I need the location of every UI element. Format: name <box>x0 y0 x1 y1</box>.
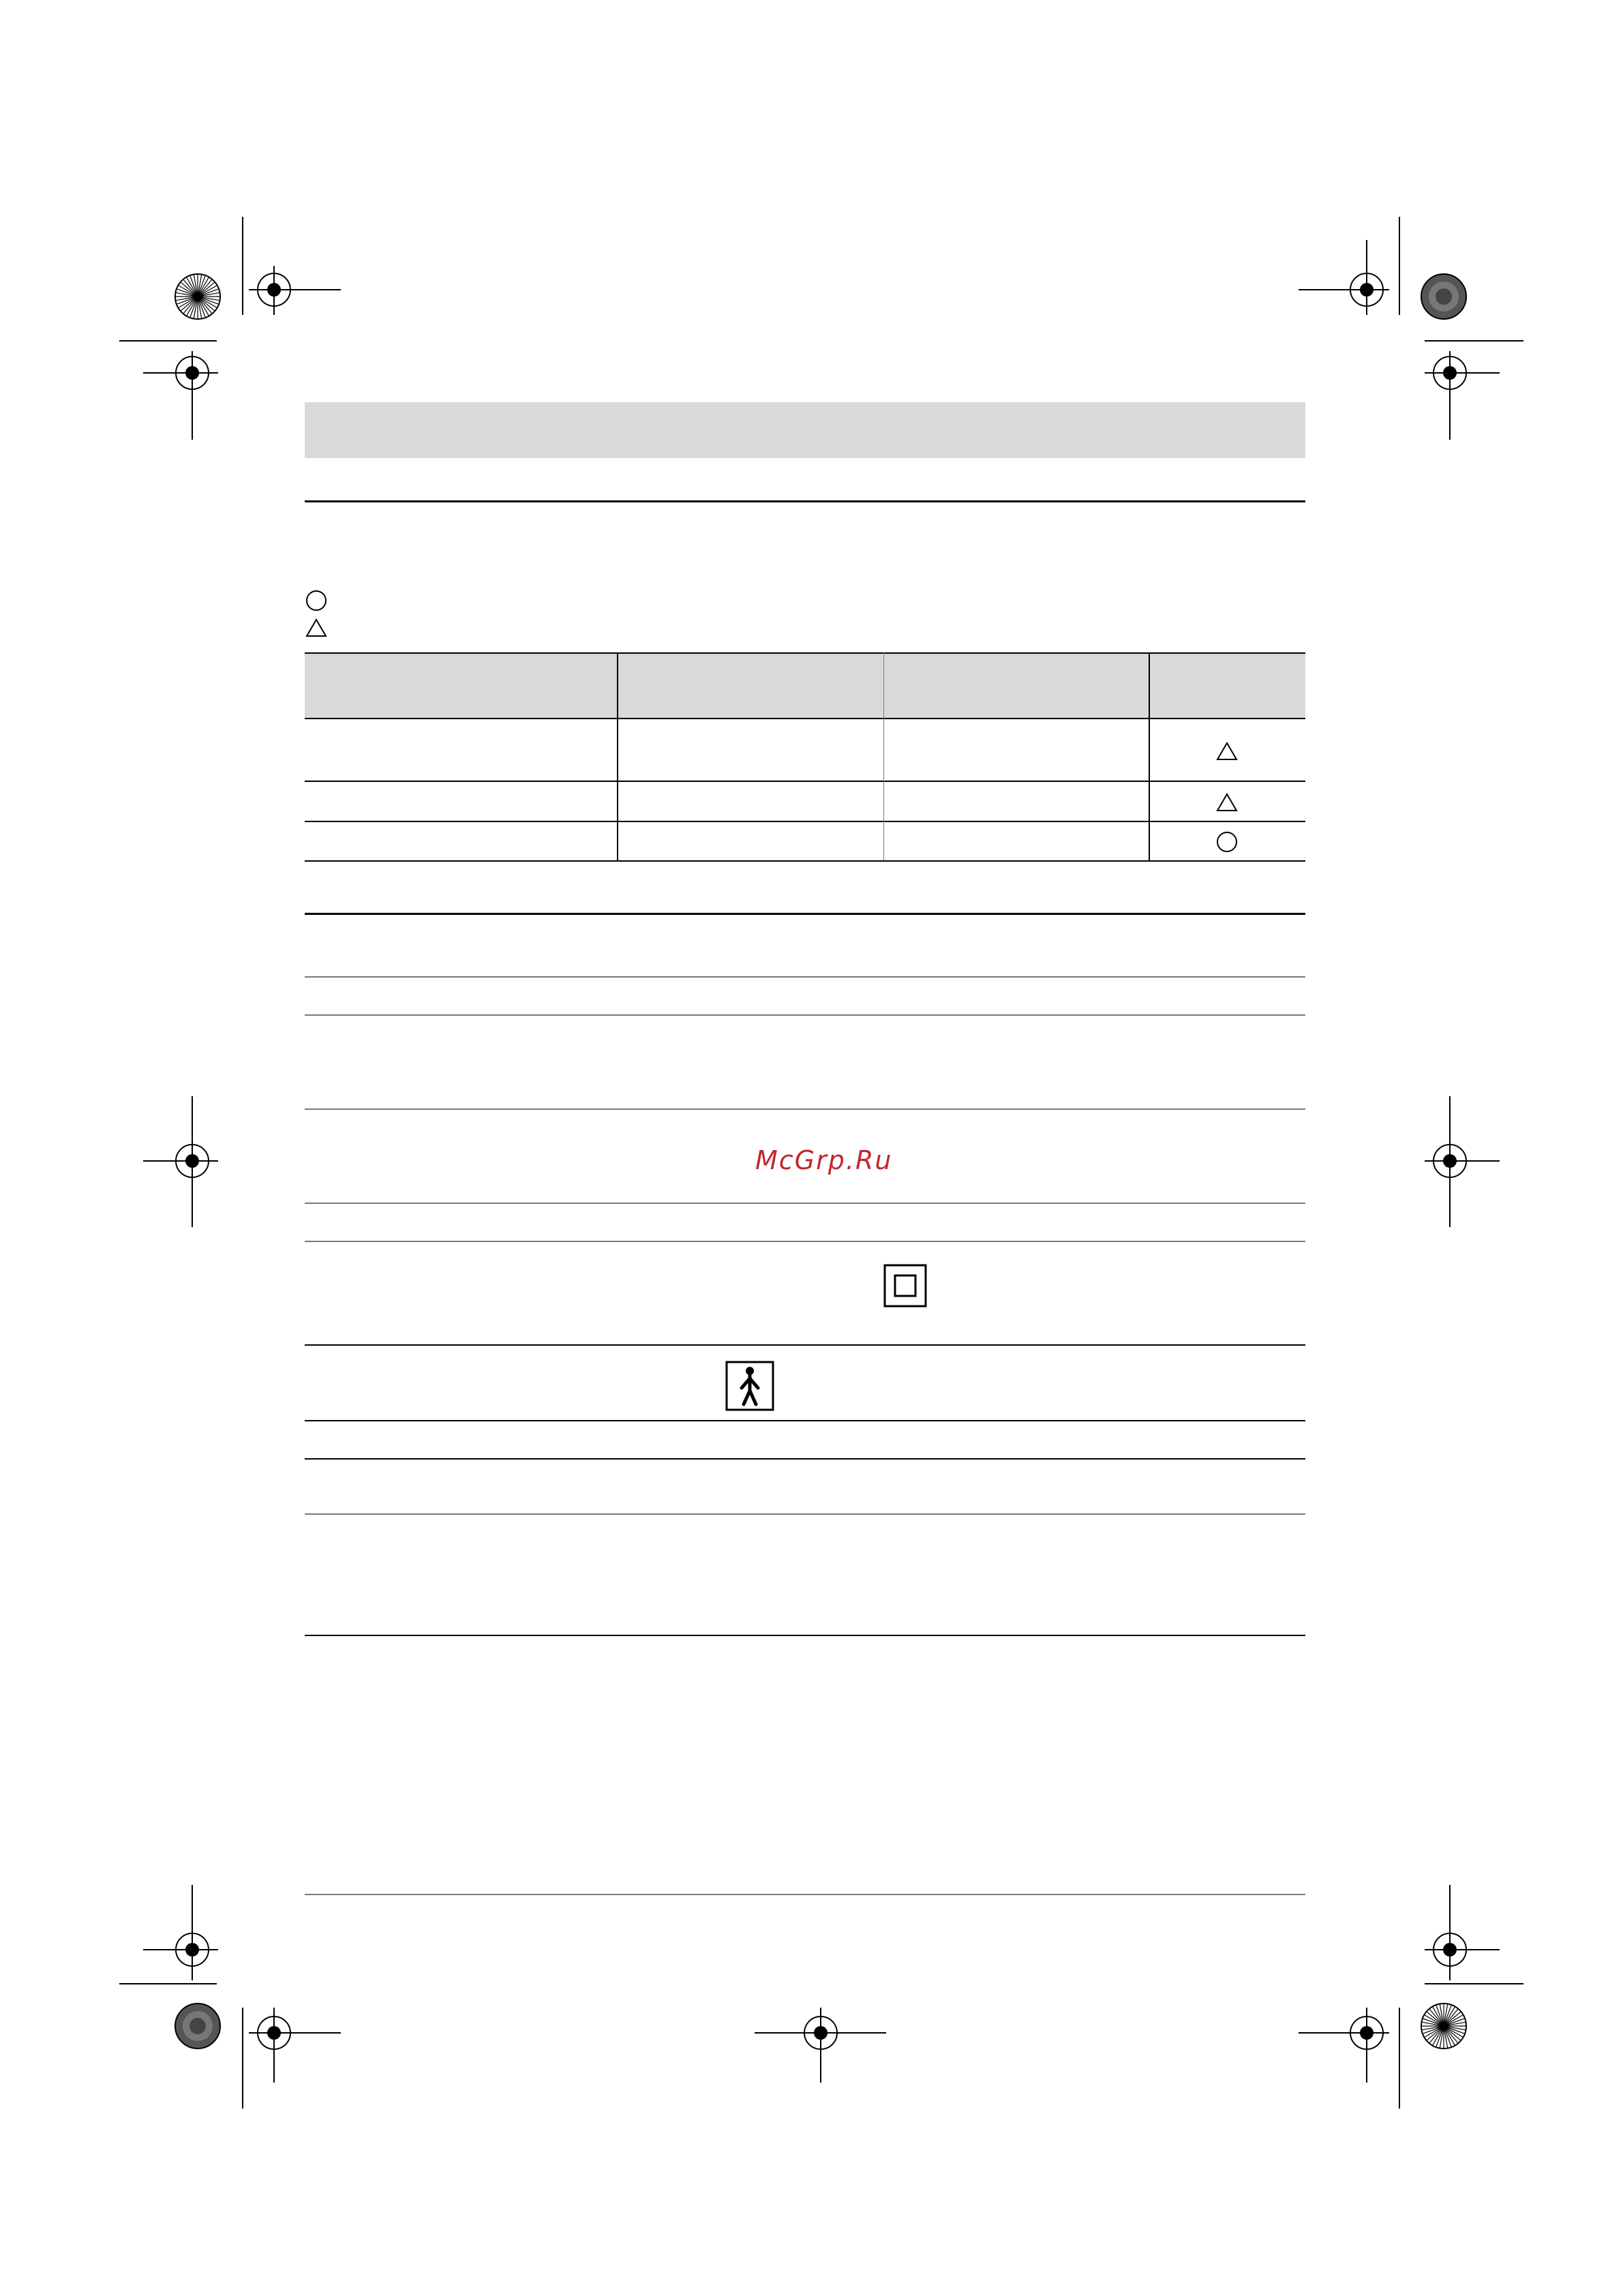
spec-row-rule <box>305 1458 1305 1460</box>
circle-icon <box>1215 830 1239 854</box>
spec-row-rule <box>305 1108 1305 1110</box>
triangle-icon <box>305 618 328 638</box>
column-divider <box>617 652 618 860</box>
watermark-text: McGrp.Ru <box>755 1145 893 1175</box>
footer-rule <box>305 1894 1305 1895</box>
header-band <box>305 402 1305 458</box>
circle-icon <box>305 589 328 612</box>
triangle-icon <box>1215 741 1239 761</box>
table-header-row <box>305 654 1305 719</box>
spec-row-rule <box>305 1014 1305 1016</box>
spec-row-rule <box>305 1241 1305 1242</box>
table-row <box>305 821 1305 822</box>
person-icon <box>725 1361 774 1411</box>
column-divider <box>1149 652 1150 860</box>
spec-row-rule <box>305 1344 1305 1346</box>
spec-row-rule <box>305 976 1305 978</box>
spec-top-rule <box>305 913 1305 915</box>
table-bottom-rule <box>305 860 1305 862</box>
table-top-rule <box>305 652 1305 654</box>
spec-row-rule <box>305 1420 1305 1421</box>
spec-bottom-rule <box>305 1635 1305 1636</box>
triangle-icon <box>1215 792 1239 813</box>
table-row <box>305 718 1305 719</box>
table-row <box>305 781 1305 782</box>
column-divider <box>883 652 884 860</box>
spec-row-rule <box>305 1203 1305 1204</box>
section-rule <box>305 500 1305 502</box>
double-insulation-icon <box>883 1264 927 1308</box>
spec-row-rule <box>305 1513 1305 1515</box>
